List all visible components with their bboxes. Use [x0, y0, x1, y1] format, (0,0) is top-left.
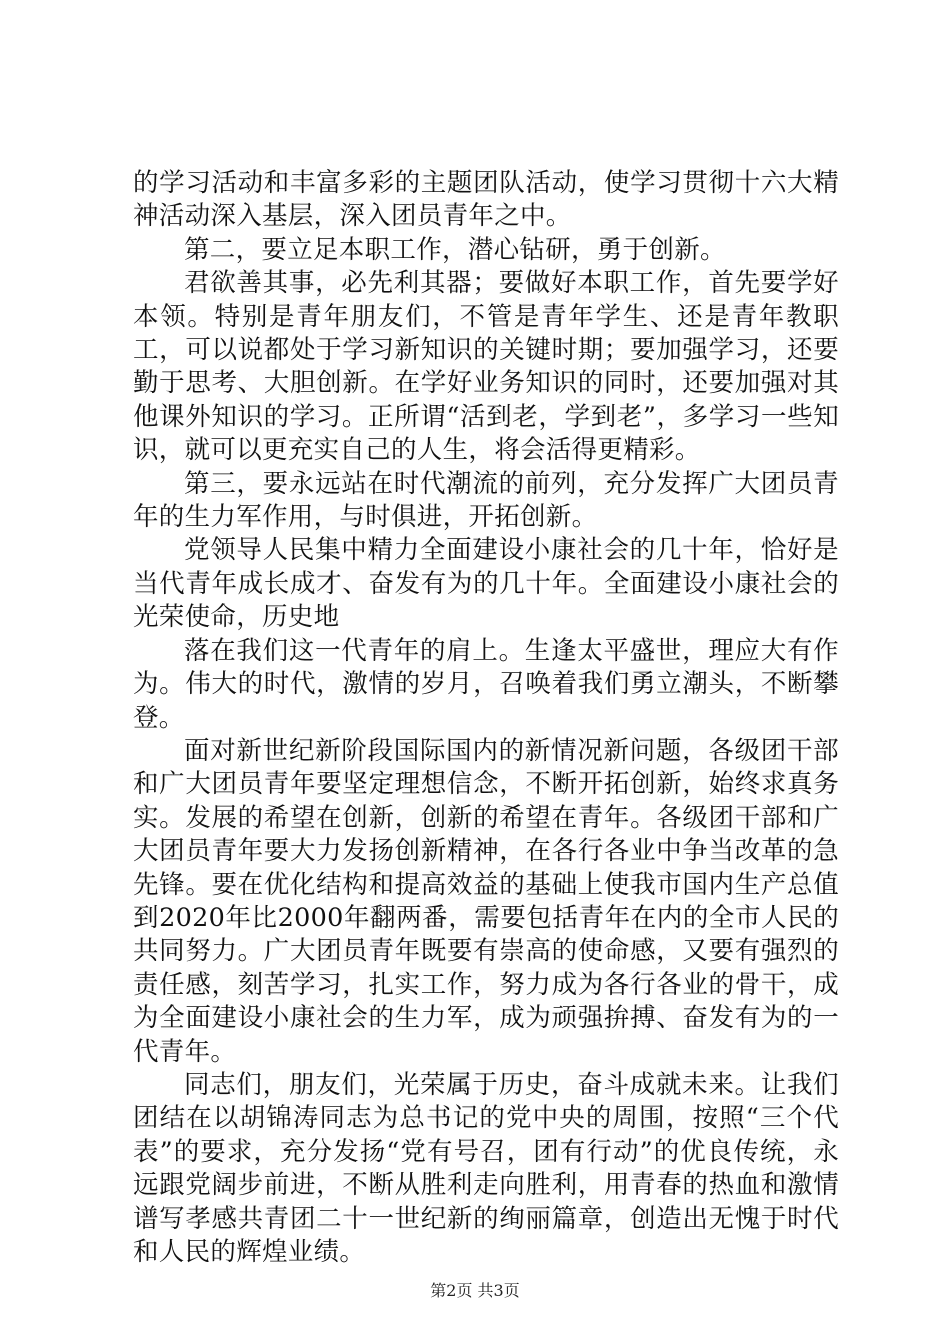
paragraph-study-skills: 君欲善其事，必先利其器；要做好本职工作，首先要学好本领。特别是青年朋友们，不管是青年学生、还是青年教职工，可以说都处于学习新知识的关键时期；要加强学习，还要勤于思考、大胆创新。在学好业务知识的同时，还要加强对其他课外知识的学习。正所谓“活到老，学到老”，多学习一些知识，就可以更充实自己的人生，将会活得更精彩。	[133, 268, 839, 466]
paragraph-shoulders: 落在我们这一代青年的肩上。生逢太平盛世，理应大有作为。伟大的时代，激情的岁月，召唤着我们勇立潮头，不断攀登。	[133, 635, 839, 733]
paragraph-continuation: 的学习活动和丰富多彩的主题团队活动，使学习贯彻十六大精神活动深入基层，深入团员青年之中。	[133, 168, 839, 232]
paragraph-point-three-heading: 第三，要永远站在时代潮流的前列，充分发挥广大团员青年的生力军作用，与时俱进，开拓创新。	[133, 468, 839, 533]
paragraph-closing: 同志们，朋友们，光荣属于历史，奋斗成就未来。让我们团结在以胡锦涛同志为总书记的党中央的周围，按照“三个代表”的要求，充分发扬“党有号召，团有行动”的优良传统，永远跟党阔步前进，不断从胜利走向胜利，用青春的热血和激情谱写孝感共青团二十一世纪新的绚丽篇章，创造出无愧于时代和人民的辉煌业绩。	[133, 1069, 839, 1267]
document-body	[133, 167, 839, 1269]
paragraph-new-century: 面对新世纪新阶段国际国内的新情况新问题，各级团干部和广大团员青年要坚定理想信念，不断开拓创新，始终求真务实。发展的希望在创新，创新的希望在青年。各级团干部和广大团员青年要大力发扬创新精神，在各行各业中争当改革的急先锋。要在优化结构和提高效益的基础上使我市国内生产总值到2020年比2000年翻两番，需要包括青年在内的全市人民的共同努力。广大团员青年既要有崇高的使命感，又要有强烈的责任感，刻苦学习，扎实工作，努力成为各行各业的骨干，成为全面建设小康社会的生力军，成为顽强拚搏、奋发有为的一代青年。	[133, 735, 839, 1067]
page-number-footer: 第2页 共3页	[430, 1281, 520, 1300]
paragraph-xiaokang-mission: 党领导人民集中精力全面建设小康社会的几十年，恰好是当代青年成长成才、奋发有为的几十年。全面建设小康社会的光荣使命，历史地	[133, 535, 839, 633]
paragraph-point-two-heading: 第二，要立足本职工作，潜心钻研，勇于创新。	[184, 234, 726, 265]
